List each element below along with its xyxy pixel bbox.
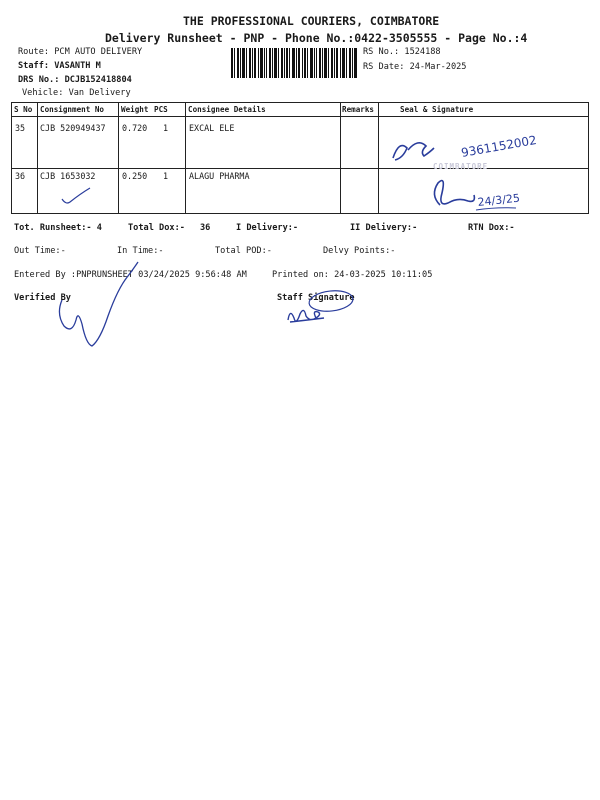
total-pod: Total POD:-	[215, 246, 272, 256]
staff-signature-label: Staff Signature	[277, 293, 355, 303]
rtn-dox: RTN Dox:-	[468, 223, 515, 233]
row1-consignment: CJB 520949437	[40, 123, 106, 133]
col-header-weight: Weight	[121, 105, 149, 114]
rs-number: RS No.: 1524188	[363, 47, 441, 57]
row1-weight: 0.720	[122, 123, 148, 133]
in-time: In Time:-	[117, 246, 164, 256]
staff-signature	[288, 310, 324, 322]
col-header-consignment: Consignment No	[40, 105, 105, 114]
col-header-consignee: Consignee Details	[188, 105, 266, 114]
stamp-text: COIMBATORE	[433, 162, 489, 171]
row1-consignee: EXCAL ELE	[189, 123, 235, 133]
tot-runsheet: Tot. Runsheet:- 4	[14, 223, 102, 233]
row1-pcs: 1	[163, 123, 169, 133]
printed-on: Printed on: 24-03-2025 10:11:05	[272, 270, 433, 280]
rs-date: RS Date: 24-Mar-2025	[363, 62, 467, 72]
row2-sno: 36	[15, 171, 26, 181]
ii-delivery: II Delivery:-	[350, 223, 418, 233]
verified-by-label: Verified By	[14, 293, 71, 303]
staff-label: Staff: VASANTH M	[18, 61, 101, 71]
col-header-seal: Seal & Signature	[400, 105, 474, 114]
row2-pcs: 1	[163, 171, 169, 181]
i-delivery: I Delivery:-	[236, 223, 299, 233]
staff-sign-loop	[308, 289, 354, 313]
row1-sno: 35	[15, 123, 26, 133]
col-header-remarks: Remarks	[342, 105, 375, 114]
drs-number: DRS No.: DCJB152418804	[18, 75, 132, 85]
verified-signature	[59, 262, 138, 346]
col-header-sno: S No	[14, 105, 33, 114]
total-dox-label: Total Dox:-	[128, 223, 185, 233]
vehicle-label: Vehicle: Van Delivery	[22, 88, 131, 98]
col-header-pcs: PCS	[154, 105, 168, 114]
row2-consignee: ALAGU PHARMA	[189, 171, 250, 181]
runsheet-subtitle: Delivery Runsheet - PNP - Phone No.:0422-3505555 - Page No.:4	[105, 31, 528, 45]
entered-by: Entered By :PNPRUNSHEET 03/24/2025 9:56:48 AM	[14, 270, 247, 280]
company-title: THE PROFESSIONAL COURIERS, COIMBATORE	[183, 14, 440, 28]
total-dox-value: 36	[200, 223, 211, 233]
out-time: Out Time:-	[14, 246, 66, 256]
row2-weight: 0.250	[122, 171, 148, 181]
route-label: Route: PCM AUTO DELIVERY	[18, 47, 143, 57]
handwritten-phone: 9361152002	[460, 132, 538, 160]
handwritten-date: 24/3/25	[476, 191, 521, 209]
row2-consignment: CJB 1653032	[40, 171, 96, 181]
delvy-points: Delvy Points:-	[323, 246, 396, 256]
